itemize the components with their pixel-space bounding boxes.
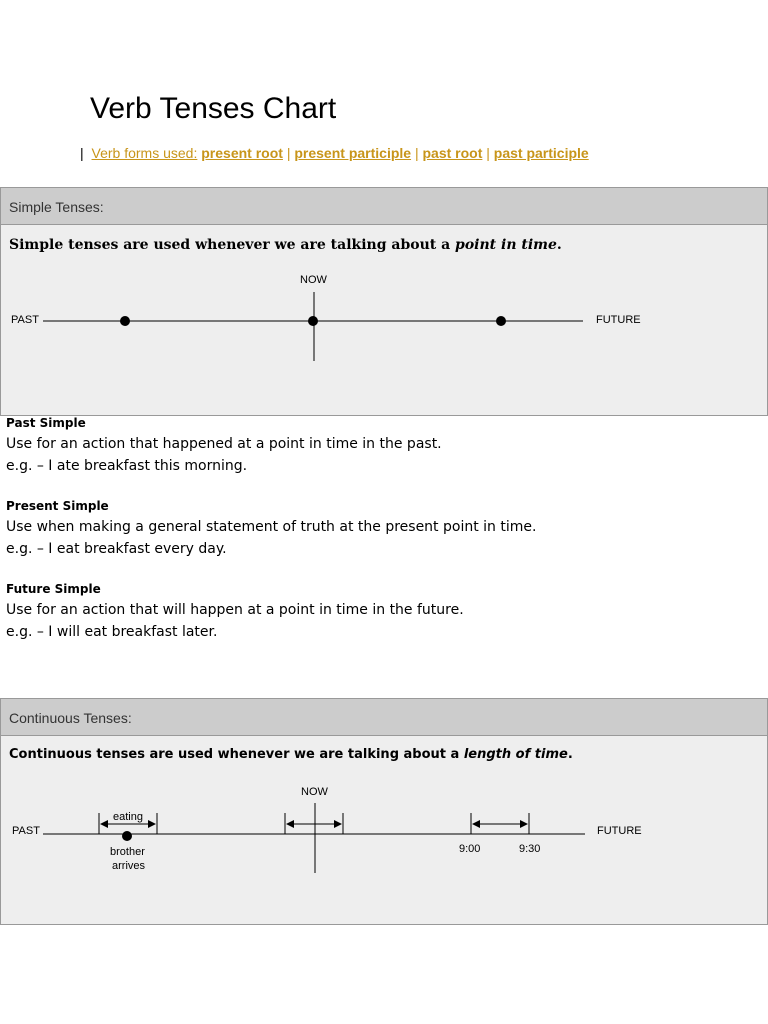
- simple-tenses-panel: [0, 187, 768, 416]
- separator-bar: |: [80, 145, 84, 161]
- intro-suffix: .: [567, 747, 573, 762]
- future-simple-block: [6, 582, 464, 640]
- eating-label: eating: [113, 811, 143, 823]
- brother-label: brother: [110, 846, 145, 858]
- future-simple-heading: Future Simple: [6, 582, 101, 596]
- past-label: PAST: [12, 825, 40, 837]
- intro-suffix: .: [556, 237, 562, 253]
- past-simple-use: Use for an action that happened at a point in time in the past.: [6, 436, 442, 452]
- past-simple-example: e.g. – I ate breakfast this morning.: [6, 458, 248, 474]
- link-separator: |: [414, 145, 419, 161]
- future-point: [496, 316, 506, 326]
- past-label: PAST: [11, 314, 39, 326]
- past-point: [120, 316, 130, 326]
- future-label: FUTURE: [596, 314, 641, 326]
- continuous-timeline-diagram: [1, 699, 768, 926]
- link-past-root[interactable]: past root: [422, 145, 483, 161]
- now-label: NOW: [301, 786, 328, 798]
- time-start-label: 9:00: [459, 843, 481, 855]
- verb-forms-label[interactable]: Verb forms used:: [91, 145, 198, 161]
- intro-text: Simple tenses are used whenever we are talking about a: [9, 237, 456, 253]
- present-point: [308, 316, 318, 326]
- link-separator: |: [286, 145, 291, 161]
- link-separator: |: [486, 145, 490, 161]
- page-title: Verb Tenses Chart: [90, 92, 337, 125]
- present-simple-use: Use when making a general statement of truth at the present point in time.: [6, 519, 537, 535]
- link-present-root[interactable]: present root: [201, 145, 283, 161]
- now-label: NOW: [300, 274, 327, 286]
- intro-text: Continuous tenses are used whenever we are talking about a: [9, 747, 464, 762]
- arrives-label: arrives: [112, 860, 146, 872]
- simple-tenses-heading: Simple Tenses:: [1, 188, 767, 225]
- present-simple-heading: Present Simple: [6, 499, 109, 513]
- intro-emphasis: length of time: [463, 747, 568, 762]
- intro-emphasis: point in time: [455, 237, 557, 253]
- link-past-participle[interactable]: past participle: [493, 145, 589, 161]
- simple-timeline-diagram: [1, 188, 768, 417]
- present-simple-block: [6, 499, 536, 557]
- time-end-label: 9:30: [519, 843, 541, 855]
- continuous-tenses-panel: [0, 698, 768, 925]
- present-simple-example: e.g. – I eat breakfast every day.: [6, 541, 227, 557]
- link-present-participle[interactable]: present participle: [294, 145, 412, 161]
- future-simple-example: e.g. – I will eat breakfast later.: [6, 624, 218, 640]
- future-label: FUTURE: [597, 825, 642, 837]
- brother-arrives-point: [122, 831, 132, 841]
- past-simple-heading: Past Simple: [6, 416, 86, 430]
- verb-forms-line: [80, 145, 589, 161]
- future-simple-use: Use for an action that will happen at a point in time in the future.: [6, 602, 464, 618]
- continuous-tenses-heading: Continuous Tenses:: [1, 699, 767, 736]
- past-simple-block: [6, 416, 442, 474]
